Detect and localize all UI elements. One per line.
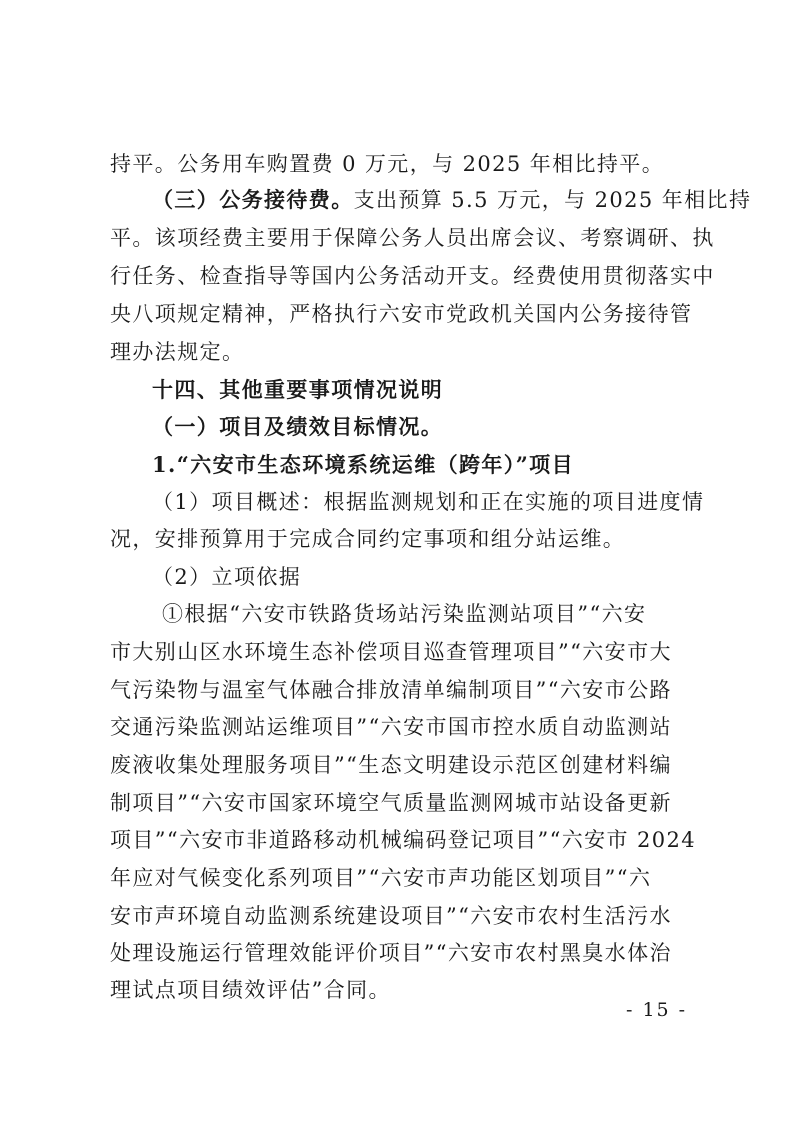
line-text: 交通污染监测站运维项目”“六安市国市控水质自动监测站 (110, 715, 672, 739)
line-text: 制项目”“六安市国家环境空气质量监测网城市站设备更新 (110, 791, 672, 815)
body-text-line (110, 783, 793, 823)
line-text: 安市声环境自动监测系统建设项目”“六安市农村生活污水 (110, 904, 672, 928)
line-text: 市大别山区水环境生态补偿项目巡查管理项目”“六安市大 (110, 640, 672, 664)
line-text: （1）项目概述：根据监测规划和正在实施的项目进度情 (152, 490, 705, 514)
body-text-line (152, 557, 793, 597)
section-heading-label: （三）公务接待费。 (152, 187, 354, 212)
line-text: ①根据“六安市铁路货场站污染监测站项目”“六安 (162, 602, 647, 626)
body-text-line (110, 144, 793, 184)
body-text-line (110, 820, 793, 860)
body-text-line (110, 632, 793, 672)
body-text-line (110, 670, 793, 710)
body-text-line (110, 745, 793, 785)
subsection-heading (152, 407, 793, 447)
body-text-line (110, 218, 793, 258)
line-text: （一）项目及绩效目标情况。 (152, 414, 444, 439)
body-text-line (110, 519, 793, 559)
line-text: 废液收集处理服务项目”“生态文明建设示范区创建材料编 (110, 753, 672, 777)
body-text-line (110, 896, 793, 936)
body-text-line (110, 933, 793, 973)
line-text: 项目”“六安市非道路移动机械编码登记项目”“六安市 2024 (110, 828, 697, 852)
line-text: 支出预算 5.5 万元，与 2025 年相比持 (353, 188, 752, 212)
line-text: 1.“六安市生态环境系统运维（跨年）”项目 (152, 452, 574, 477)
body-text-line (162, 594, 793, 634)
line-text: 持平。公务用车购置费 0 万元，与 2025 年相比持平。 (110, 152, 665, 176)
chapter-heading (152, 370, 793, 410)
body-text-line (110, 707, 793, 747)
section-heading-line (152, 180, 793, 220)
line-text: 况，安排预算用于完成合同约定事项和组分站运维。 (110, 527, 626, 551)
line-text: 平。该项经费主要用于保障公务人员出席会议、考察调研、执 (110, 226, 715, 250)
page-number: - 15 - (626, 999, 688, 1021)
body-text-line (110, 294, 793, 334)
line-text: 行任务、检查指导等国内公务活动开支。经费使用贯彻落实中 (110, 264, 715, 288)
line-text: 央八项规定精神，严格执行六安市党政机关国内公务接待管 (110, 302, 693, 326)
body-text-line (110, 970, 793, 1010)
line-text: 十四、其他重要事项情况说明 (152, 377, 444, 402)
line-text: 理试点项目绩效评估”合同。 (110, 978, 391, 1002)
line-text: 气污染物与温室气体融合排放清单编制项目”“六安市公路 (110, 678, 672, 702)
line-text: （2）立项依据 (152, 565, 302, 589)
line-text: 年应对气候变化系列项目”“六安市声功能区划项目”“六 (110, 866, 652, 890)
body-text-line (110, 332, 793, 372)
line-text: 处理设施运行管理效能评价项目”“六安市农村黑臭水体治 (110, 941, 672, 965)
body-text-line (110, 256, 793, 296)
line-text: 理办法规定。 (110, 340, 245, 364)
body-text-line (152, 482, 793, 522)
body-text-line (110, 858, 793, 898)
project-heading (152, 445, 793, 485)
